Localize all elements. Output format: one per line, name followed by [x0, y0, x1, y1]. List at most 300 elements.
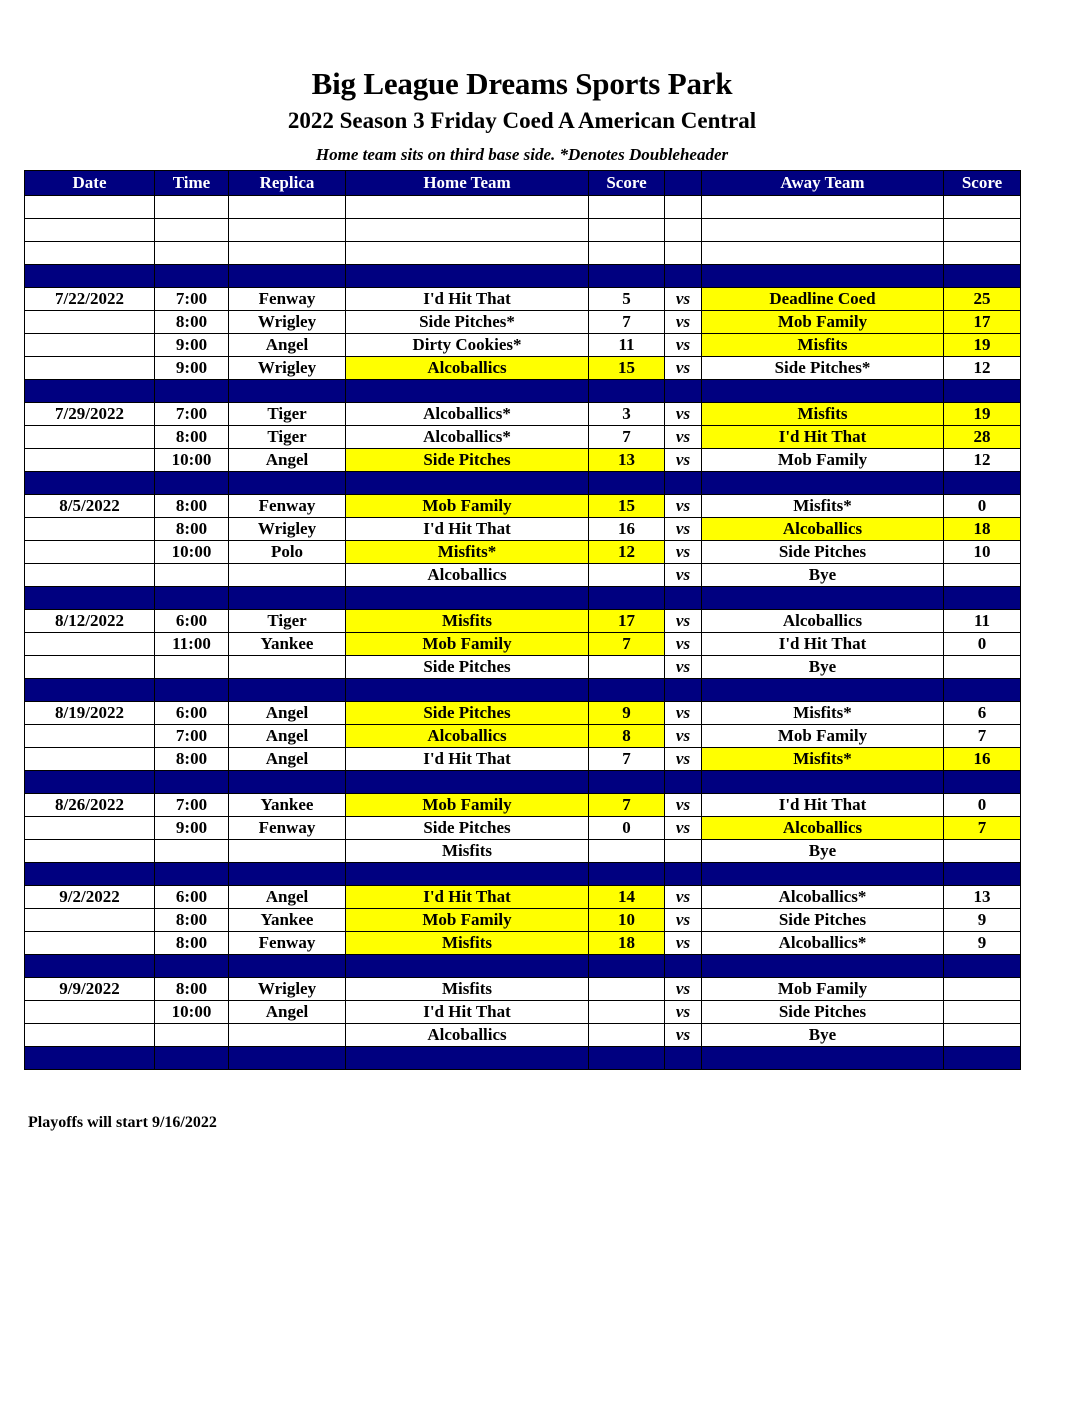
col-header-home-score: Score [589, 171, 665, 196]
table-row [25, 1001, 1021, 1024]
date-cell [25, 725, 155, 748]
vs-cell: vs [665, 1001, 702, 1024]
table-row [25, 426, 1021, 449]
table-row [25, 794, 1021, 817]
header-note: Home team sits on third base side. *Denotes Doubleheader [315, 145, 729, 164]
home-score-cell: 7 [589, 794, 665, 817]
vs-cell [665, 380, 702, 403]
table-row [25, 817, 1021, 840]
replica-cell: Tiger [229, 403, 346, 426]
footer-note: Playoffs will start 9/16/2022 [28, 1114, 217, 1131]
home-team-cell: Mob Family [346, 909, 589, 932]
table-row [25, 886, 1021, 909]
time-cell [155, 1047, 229, 1070]
time-cell [155, 863, 229, 886]
home-team-cell [346, 196, 589, 219]
date-cell [25, 311, 155, 334]
away-score-cell [944, 863, 1021, 886]
separator-row [25, 265, 1021, 288]
home-team-cell: Misfits* [346, 541, 589, 564]
time-cell [155, 587, 229, 610]
col-header-home-team: Home Team [346, 171, 589, 196]
replica-cell: Angel [229, 725, 346, 748]
vs-cell: vs [665, 610, 702, 633]
table-row [25, 932, 1021, 955]
away-score-cell [944, 265, 1021, 288]
home-score-cell [589, 472, 665, 495]
replica-cell: Wrigley [229, 357, 346, 380]
separator-row [25, 380, 1021, 403]
replica-cell [229, 1024, 346, 1047]
replica-cell: Angel [229, 334, 346, 357]
date-cell [25, 955, 155, 978]
replica-cell [229, 196, 346, 219]
replica-cell: Fenway [229, 817, 346, 840]
replica-cell [229, 564, 346, 587]
home-score-cell: 18 [589, 932, 665, 955]
away-team-cell [702, 380, 944, 403]
table-row [25, 357, 1021, 380]
home-score-cell: 10 [589, 909, 665, 932]
home-score-cell [589, 219, 665, 242]
home-team-cell [346, 380, 589, 403]
replica-cell: Tiger [229, 610, 346, 633]
away-score-cell [944, 656, 1021, 679]
time-cell: 7:00 [155, 794, 229, 817]
away-score-cell: 12 [944, 449, 1021, 472]
away-team-cell [702, 1047, 944, 1070]
home-score-cell [589, 380, 665, 403]
date-cell: 7/29/2022 [25, 403, 155, 426]
home-team-cell: Alcoballics [346, 357, 589, 380]
vs-cell [665, 265, 702, 288]
away-score-cell: 17 [944, 311, 1021, 334]
date-cell [25, 587, 155, 610]
home-score-cell: 3 [589, 403, 665, 426]
table-row [25, 518, 1021, 541]
away-team-cell: Bye [702, 1024, 944, 1047]
away-team-cell: Side Pitches [702, 541, 944, 564]
time-cell: 6:00 [155, 886, 229, 909]
separator-row [25, 955, 1021, 978]
col-header-away-team: Away Team [702, 171, 944, 196]
away-score-cell: 28 [944, 426, 1021, 449]
vs-cell: vs [665, 656, 702, 679]
vs-cell: vs [665, 311, 702, 334]
table-row [25, 725, 1021, 748]
home-team-cell: Side Pitches [346, 702, 589, 725]
time-cell [155, 380, 229, 403]
away-score-cell: 11 [944, 610, 1021, 633]
home-score-cell: 13 [589, 449, 665, 472]
date-cell: 8/12/2022 [25, 610, 155, 633]
vs-cell: vs [665, 426, 702, 449]
time-cell: 8:00 [155, 909, 229, 932]
separator-row [25, 1047, 1021, 1070]
home-score-cell [589, 1024, 665, 1047]
schedule-body [25, 196, 1021, 1070]
home-team-cell: I'd Hit That [346, 886, 589, 909]
away-score-cell [944, 196, 1021, 219]
home-team-cell [346, 863, 589, 886]
replica-cell: Angel [229, 748, 346, 771]
date-cell [25, 357, 155, 380]
page-subtitle: 2022 Season 3 Friday Coed A American Central [287, 108, 757, 133]
time-cell: 7:00 [155, 288, 229, 311]
away-team-cell: Bye [702, 840, 944, 863]
time-cell [155, 840, 229, 863]
vs-cell: vs [665, 518, 702, 541]
home-team-cell: I'd Hit That [346, 748, 589, 771]
time-cell: 8:00 [155, 311, 229, 334]
away-score-cell: 0 [944, 633, 1021, 656]
away-team-cell: Misfits [702, 403, 944, 426]
home-team-cell: Side Pitches* [346, 311, 589, 334]
date-cell [25, 334, 155, 357]
col-header-replica: Replica [229, 171, 346, 196]
table-row [25, 656, 1021, 679]
col-header-date: Date [25, 171, 155, 196]
home-team-cell: Misfits [346, 932, 589, 955]
date-cell [25, 817, 155, 840]
date-cell [25, 1001, 155, 1024]
home-score-cell [589, 978, 665, 1001]
away-team-cell: Alcoballics* [702, 932, 944, 955]
away-team-cell [702, 242, 944, 265]
away-team-cell: Mob Family [702, 449, 944, 472]
away-team-cell: I'd Hit That [702, 426, 944, 449]
page-title: Big League Dreams Sports Park [311, 66, 733, 101]
home-team-cell [346, 472, 589, 495]
replica-cell: Fenway [229, 288, 346, 311]
away-score-cell: 18 [944, 518, 1021, 541]
home-team-cell: Dirty Cookies* [346, 334, 589, 357]
vs-cell: vs [665, 909, 702, 932]
home-team-cell [346, 242, 589, 265]
table-row [25, 449, 1021, 472]
date-cell [25, 840, 155, 863]
replica-cell [229, 656, 346, 679]
home-score-cell: 7 [589, 748, 665, 771]
away-score-cell [944, 978, 1021, 1001]
vs-cell: vs [665, 495, 702, 518]
date-cell [25, 265, 155, 288]
home-score-cell: 15 [589, 495, 665, 518]
away-score-cell [944, 955, 1021, 978]
vs-cell: vs [665, 633, 702, 656]
date-cell [25, 472, 155, 495]
time-cell [155, 679, 229, 702]
time-cell [155, 472, 229, 495]
home-team-cell [346, 955, 589, 978]
table-row [25, 748, 1021, 771]
vs-cell: vs [665, 702, 702, 725]
vs-cell: vs [665, 748, 702, 771]
table-row [25, 311, 1021, 334]
away-score-cell [944, 1024, 1021, 1047]
time-cell: 8:00 [155, 932, 229, 955]
vs-cell [665, 1047, 702, 1070]
vs-cell: vs [665, 932, 702, 955]
away-team-cell: Deadline Coed [702, 288, 944, 311]
table-row [25, 403, 1021, 426]
vs-cell: vs [665, 288, 702, 311]
time-cell: 8:00 [155, 495, 229, 518]
time-cell: 8:00 [155, 426, 229, 449]
home-team-cell: Mob Family [346, 495, 589, 518]
away-team-cell: Side Pitches [702, 1001, 944, 1024]
vs-cell [665, 587, 702, 610]
date-cell [25, 679, 155, 702]
replica-cell: Yankee [229, 633, 346, 656]
time-cell: 8:00 [155, 518, 229, 541]
away-team-cell: Misfits* [702, 748, 944, 771]
vs-cell: vs [665, 357, 702, 380]
vs-cell: vs [665, 403, 702, 426]
col-header-away-score: Score [944, 171, 1021, 196]
away-score-cell: 6 [944, 702, 1021, 725]
replica-cell: Tiger [229, 426, 346, 449]
date-cell: 8/26/2022 [25, 794, 155, 817]
date-cell [25, 564, 155, 587]
vs-cell: vs [665, 449, 702, 472]
away-team-cell: Alcoballics [702, 610, 944, 633]
separator-row [25, 587, 1021, 610]
date-cell: 9/9/2022 [25, 978, 155, 1001]
vs-cell [665, 679, 702, 702]
away-score-cell: 0 [944, 794, 1021, 817]
time-cell [155, 219, 229, 242]
away-score-cell [944, 771, 1021, 794]
replica-cell [229, 955, 346, 978]
home-score-cell [589, 771, 665, 794]
replica-cell [229, 242, 346, 265]
replica-cell: Polo [229, 541, 346, 564]
date-cell [25, 633, 155, 656]
away-team-cell: Misfits [702, 334, 944, 357]
home-score-cell: 16 [589, 518, 665, 541]
table-row [25, 1024, 1021, 1047]
vs-cell [665, 242, 702, 265]
date-cell [25, 863, 155, 886]
home-team-cell: Side Pitches [346, 449, 589, 472]
time-cell: 10:00 [155, 541, 229, 564]
table-header-row [25, 171, 1021, 196]
away-team-cell: Misfits* [702, 702, 944, 725]
away-score-cell [944, 1047, 1021, 1070]
away-team-cell [702, 265, 944, 288]
schedule-table [24, 170, 1021, 1070]
away-team-cell [702, 863, 944, 886]
date-cell [25, 518, 155, 541]
separator-row [25, 863, 1021, 886]
away-score-cell: 19 [944, 403, 1021, 426]
home-score-cell [589, 656, 665, 679]
date-cell [25, 656, 155, 679]
replica-cell [229, 863, 346, 886]
home-team-cell: Side Pitches [346, 817, 589, 840]
home-team-cell [346, 679, 589, 702]
time-cell: 6:00 [155, 610, 229, 633]
date-cell [25, 909, 155, 932]
table-row [25, 196, 1021, 219]
replica-cell [229, 771, 346, 794]
time-cell: 8:00 [155, 748, 229, 771]
date-cell [25, 219, 155, 242]
home-team-cell: Misfits [346, 978, 589, 1001]
time-cell [155, 771, 229, 794]
home-score-cell: 7 [589, 633, 665, 656]
home-team-cell [346, 219, 589, 242]
away-team-cell: I'd Hit That [702, 794, 944, 817]
away-score-cell [944, 472, 1021, 495]
replica-cell: Angel [229, 886, 346, 909]
date-cell: 9/2/2022 [25, 886, 155, 909]
away-score-cell: 19 [944, 334, 1021, 357]
away-score-cell [944, 840, 1021, 863]
away-team-cell: Misfits* [702, 495, 944, 518]
time-cell [155, 656, 229, 679]
away-score-cell: 16 [944, 748, 1021, 771]
vs-cell: vs [665, 725, 702, 748]
home-team-cell [346, 587, 589, 610]
away-score-cell: 7 [944, 725, 1021, 748]
away-score-cell: 0 [944, 495, 1021, 518]
vs-cell [665, 863, 702, 886]
away-team-cell [702, 219, 944, 242]
table-row [25, 840, 1021, 863]
date-cell: 8/5/2022 [25, 495, 155, 518]
away-team-cell: Side Pitches [702, 909, 944, 932]
away-team-cell: Mob Family [702, 311, 944, 334]
time-cell [155, 196, 229, 219]
time-cell [155, 955, 229, 978]
date-cell [25, 1024, 155, 1047]
away-team-cell: Side Pitches* [702, 357, 944, 380]
table-row [25, 334, 1021, 357]
time-cell: 7:00 [155, 403, 229, 426]
home-score-cell: 7 [589, 426, 665, 449]
away-team-cell [702, 955, 944, 978]
home-team-cell [346, 1047, 589, 1070]
away-team-cell [702, 196, 944, 219]
home-score-cell: 11 [589, 334, 665, 357]
replica-cell: Angel [229, 1001, 346, 1024]
table-row [25, 702, 1021, 725]
col-header-vs [665, 171, 702, 196]
replica-cell: Yankee [229, 909, 346, 932]
replica-cell [229, 1047, 346, 1070]
table-row [25, 288, 1021, 311]
col-header-time: Time [155, 171, 229, 196]
home-team-cell: Alcoballics [346, 725, 589, 748]
replica-cell: Wrigley [229, 518, 346, 541]
home-score-cell: 9 [589, 702, 665, 725]
home-score-cell [589, 564, 665, 587]
away-team-cell: Bye [702, 656, 944, 679]
home-team-cell: I'd Hit That [346, 518, 589, 541]
home-team-cell: Alcoballics* [346, 403, 589, 426]
home-score-cell [589, 1047, 665, 1070]
home-score-cell: 5 [589, 288, 665, 311]
away-team-cell: Alcoballics* [702, 886, 944, 909]
away-score-cell [944, 380, 1021, 403]
replica-cell: Angel [229, 702, 346, 725]
table-row [25, 242, 1021, 265]
time-cell: 9:00 [155, 817, 229, 840]
time-cell [155, 265, 229, 288]
away-score-cell [944, 564, 1021, 587]
table-row [25, 633, 1021, 656]
replica-cell: Fenway [229, 495, 346, 518]
vs-cell [665, 955, 702, 978]
home-score-cell: 17 [589, 610, 665, 633]
time-cell [155, 564, 229, 587]
date-cell [25, 541, 155, 564]
away-team-cell: I'd Hit That [702, 633, 944, 656]
time-cell: 8:00 [155, 978, 229, 1001]
home-team-cell: Misfits [346, 610, 589, 633]
away-score-cell: 7 [944, 817, 1021, 840]
home-score-cell [589, 196, 665, 219]
home-score-cell [589, 265, 665, 288]
replica-cell [229, 380, 346, 403]
vs-cell: vs [665, 564, 702, 587]
date-cell [25, 932, 155, 955]
home-team-cell: Mob Family [346, 794, 589, 817]
home-score-cell [589, 1001, 665, 1024]
date-cell [25, 1047, 155, 1070]
home-score-cell [589, 242, 665, 265]
replica-cell [229, 219, 346, 242]
home-team-cell: Alcoballics [346, 1024, 589, 1047]
away-score-cell [944, 679, 1021, 702]
table-row [25, 564, 1021, 587]
vs-cell [665, 219, 702, 242]
away-score-cell: 13 [944, 886, 1021, 909]
away-score-cell [944, 587, 1021, 610]
separator-row [25, 472, 1021, 495]
time-cell: 11:00 [155, 633, 229, 656]
home-score-cell: 12 [589, 541, 665, 564]
replica-cell: Angel [229, 449, 346, 472]
home-score-cell: 14 [589, 886, 665, 909]
away-score-cell [944, 242, 1021, 265]
table-row [25, 219, 1021, 242]
away-score-cell: 25 [944, 288, 1021, 311]
date-cell [25, 771, 155, 794]
away-team-cell [702, 771, 944, 794]
home-team-cell [346, 265, 589, 288]
time-cell: 7:00 [155, 725, 229, 748]
vs-cell: vs [665, 886, 702, 909]
home-team-cell: Misfits [346, 840, 589, 863]
date-cell [25, 380, 155, 403]
vs-cell: vs [665, 978, 702, 1001]
replica-cell: Wrigley [229, 978, 346, 1001]
vs-cell: vs [665, 541, 702, 564]
vs-cell [665, 472, 702, 495]
home-score-cell [589, 863, 665, 886]
away-score-cell [944, 1001, 1021, 1024]
away-team-cell: Bye [702, 564, 944, 587]
away-team-cell [702, 679, 944, 702]
away-score-cell [944, 219, 1021, 242]
date-cell [25, 748, 155, 771]
date-cell: 8/19/2022 [25, 702, 155, 725]
home-team-cell: I'd Hit That [346, 1001, 589, 1024]
date-cell [25, 242, 155, 265]
